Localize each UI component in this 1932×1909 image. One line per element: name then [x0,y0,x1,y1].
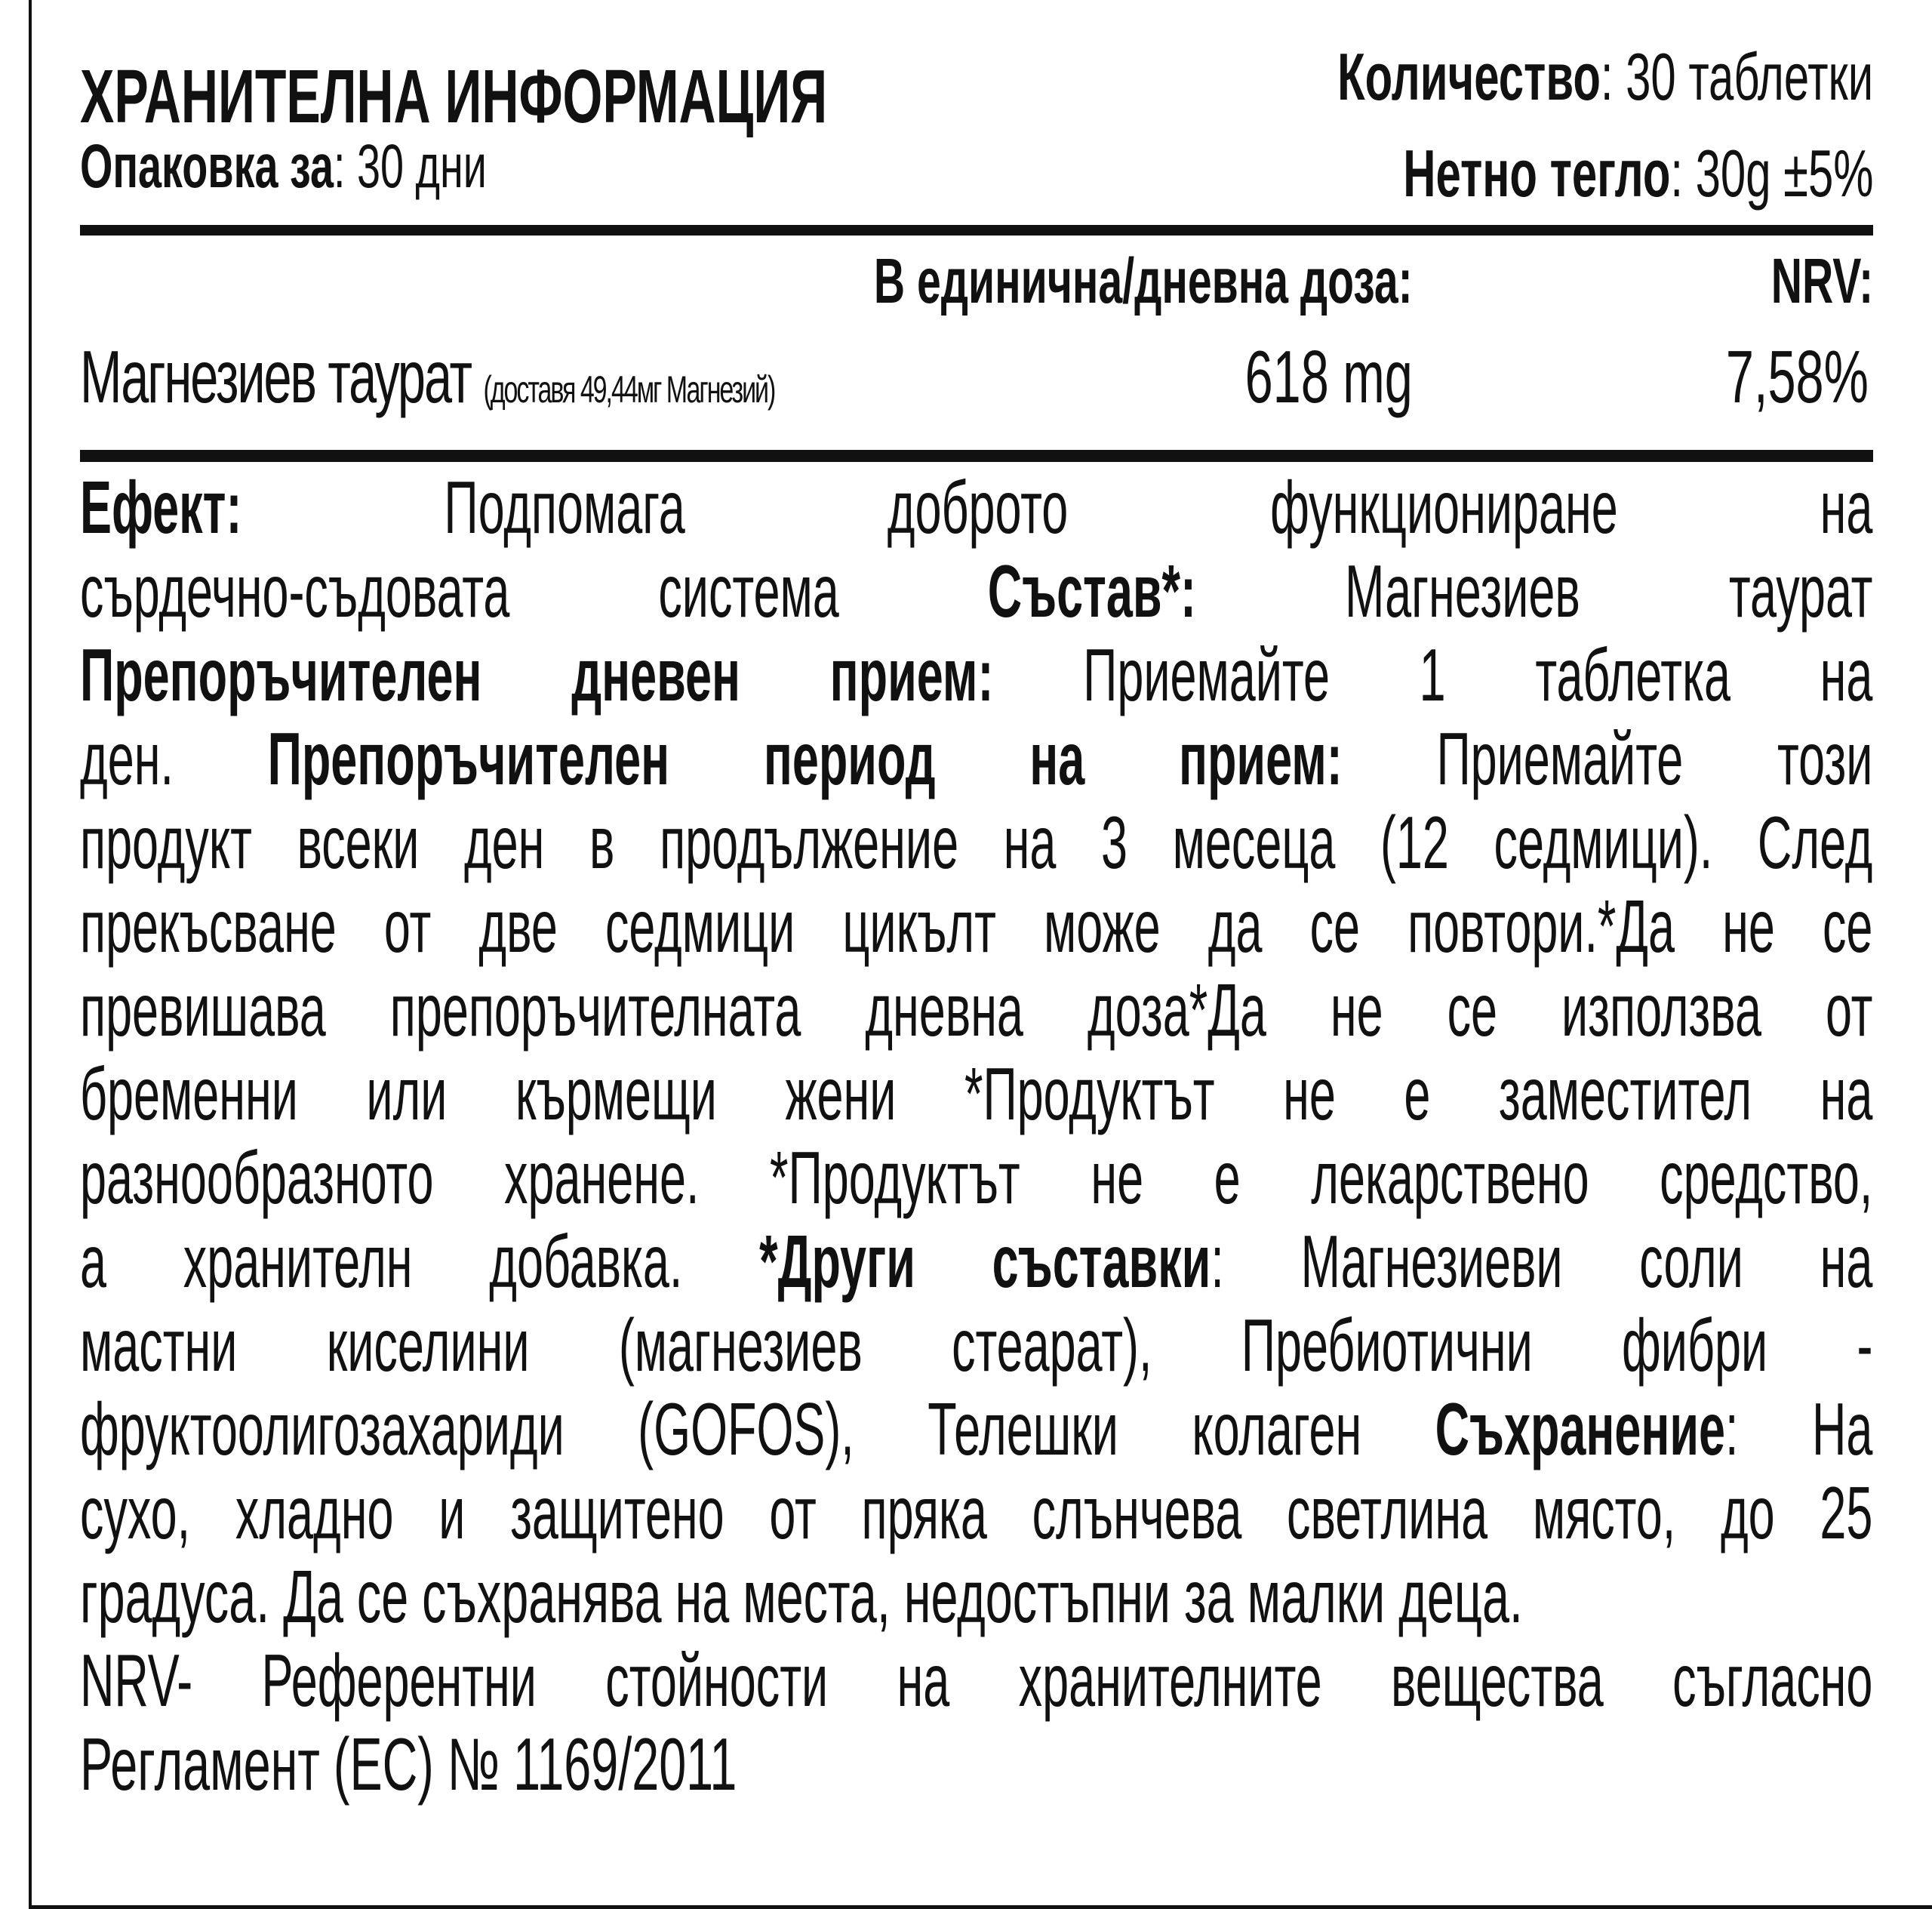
text-segment: сухо, хладно и защитено от пряка слънчева светлина място, до 25 [80,1471,1873,1554]
ingredient-dose: 618 mg [1244,335,1413,418]
paragraph-line [80,717,1873,809]
paragraph-line [80,1052,1873,1144]
paragraph-line [80,466,1873,558]
text-segment: Приемайте този [1342,717,1873,800]
bold-heading: Препоръчителен дневен прием: [80,633,994,716]
paragraph-line [80,1639,1873,1731]
paragraph-line-text [80,1555,1923,1638]
text-segment: сърдечно-съдовата система [80,550,988,633]
text-segment: прекъсване от две седмици цикълт може да се повтори.*Да не се [80,885,1873,968]
text-segment: бременни или кърмещи жени *Продуктът не е заместител на [80,1052,1873,1135]
weight-value: : 30g ±5% [1669,136,1873,211]
text-segment: Приемайте 1 таблетка на [993,633,1873,716]
quantity-label: Количество [1337,39,1601,114]
nrv-column-header: NRV: [1770,245,1873,316]
text-segment: превишава препоръчителната дневна доза*Да не се използва от [80,968,1873,1051]
ingredient-note: (доставя 49,44мг Магнезий) [483,368,775,411]
paragraph-line-text [80,1052,1873,1135]
table-rule [80,450,1873,462]
ingredient-name: Магнезиев таурат [80,335,471,418]
quantity [1337,39,1873,114]
bold-heading: Ефект: [80,466,242,549]
net-weight [1402,136,1873,211]
paragraph-line [80,885,1873,977]
package-value: : 30 дни [333,132,487,201]
paragraph-line-text [80,1639,1873,1722]
bold-heading: *Други съставки [759,1220,1211,1303]
package-label: Опаковка за [80,132,334,201]
bold-heading: Препоръчителен период на прием: [267,717,1343,800]
paragraph-line [80,1471,1873,1563]
text-segment: ден. [80,717,268,800]
weight-label: Нетно тегло [1402,136,1670,211]
text-segment: Регламент (ЕС) № 1169/2011 [80,1723,737,1806]
text-segment: : На [1725,1387,1873,1470]
text-segment: фруктоолигозахариди (GOFOS), Телешки колаген [80,1387,1435,1470]
product-description [80,466,1873,1815]
ingredient-row [80,335,775,418]
paragraph-line-text [80,885,1873,968]
paragraph-line-text [80,466,1873,549]
quantity-value: : 30 таблетки [1600,39,1873,114]
bold-heading: Съхранение [1435,1387,1726,1470]
paragraph-line [80,1387,1873,1479]
paragraph-line [80,968,1873,1061]
text-segment: продукт всеки ден в продължение на 3 месеца (12 седмици). След [80,801,1873,884]
paragraph-line-text [80,1471,1873,1554]
bold-heading: Състав*: [987,550,1196,633]
label-title: ХРАНИТЕЛНА ИНФОРМАЦИЯ [80,54,828,139]
paragraph-line-text [80,633,1873,716]
header-rule [80,225,1873,236]
paragraph-line-text [80,550,1873,633]
paragraph-line [80,1555,1873,1647]
package-duration [80,132,487,201]
paragraph-line-text [80,968,1873,1051]
frame-bottom-border [29,1905,1932,1909]
paragraph-line [80,801,1873,893]
paragraph-line-text [80,1387,1873,1470]
paragraph-line [80,1304,1873,1396]
paragraph-line [80,1136,1873,1228]
text-segment: градуса. Да се съхранява на места, недостъпни за малки деца. [80,1555,1523,1638]
dose-column-header: В единична/дневна доза: [874,245,1413,316]
frame-left-border [29,0,32,1909]
paragraph-line [80,633,1873,725]
paragraph-line-text [80,801,1873,884]
paragraph-line-text [80,1136,1873,1219]
paragraph-line [80,1723,1873,1815]
text-segment: разнообразното хранене. *Продуктът не е лекарствено средство, [80,1136,1873,1219]
paragraph-line-text [80,1304,1873,1387]
paragraph-line-text [80,1220,1873,1303]
paragraph-line [80,550,1873,642]
text-segment: а хранителн добавка. [80,1220,760,1303]
ingredient-nrv: 7,58% [1726,335,1869,418]
paragraph-line [80,1220,1873,1312]
paragraph-line-text [80,717,1873,800]
text-segment: Подпомага доброто функциониране на [242,466,1873,549]
text-segment: : Магнезиеви соли на [1211,1220,1873,1303]
text-segment: Магнезиев таурат [1195,550,1873,633]
text-segment: NRV- Референтни стойности на хранителните вещества съгласно [80,1639,1873,1722]
paragraph-line-text [80,1723,1923,1806]
text-segment: мастни киселини (магнезиев стеарат), Пребиотични фибри - [80,1304,1873,1387]
